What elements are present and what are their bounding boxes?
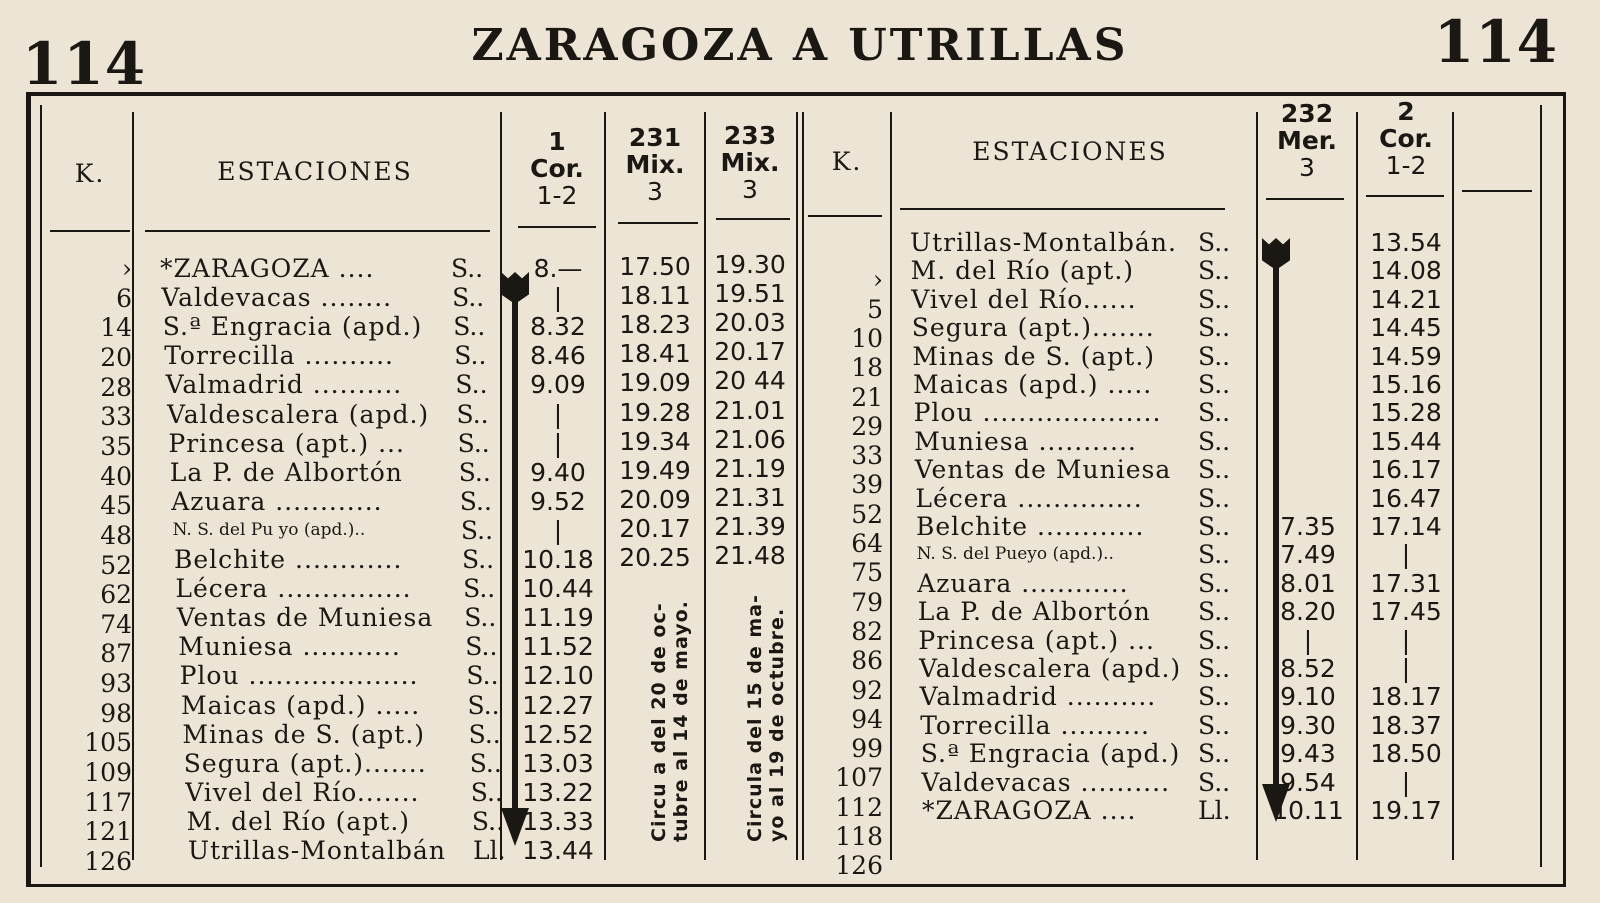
station-name: Vivel del Río....... [185, 777, 420, 807]
station-name: Ventas de Muniesa [914, 455, 1172, 485]
station-name: Lécera ............... [175, 574, 412, 604]
departure-time: 19.30 [714, 250, 786, 279]
km-value: 29 [851, 411, 883, 441]
stop-type: S.. [1198, 682, 1231, 712]
header-rule [900, 208, 1225, 210]
km-value: 5 [867, 294, 883, 324]
departure-time: 20 44 [714, 366, 786, 396]
stop-type: S.. [470, 777, 503, 807]
km-value: 121 [84, 817, 132, 847]
left-stations-header: ESTACIONES [217, 157, 413, 186]
departure-time: 11.19 [522, 603, 594, 633]
departure-time: 12.52 [522, 719, 594, 749]
km-value: 87 [100, 639, 132, 669]
header-rule [618, 222, 698, 224]
departure-time: 8.32 [530, 312, 586, 342]
departure-time: 19.17 [1370, 796, 1442, 825]
stop-type: S.. [1198, 767, 1231, 797]
stop-type: Ll. [1198, 796, 1231, 825]
stop-type: S.. [462, 545, 495, 574]
departure-time: 19.51 [714, 279, 786, 309]
departure-time: 9.10 [1280, 682, 1336, 712]
departure-time: 21.19 [714, 453, 786, 483]
station-name: Valdescalera (apd.) [167, 399, 430, 429]
train-2-header: 2 Cor. 1-2 [1379, 97, 1433, 180]
train-233-note: Circula del 15 de ma- yo al 19 de octubre. [744, 594, 788, 842]
departure-time: 14.45 [1370, 313, 1442, 343]
header-rule [1462, 190, 1532, 192]
departure-time: 21.01 [714, 395, 786, 425]
station-name: Azuara ............ [917, 568, 1129, 598]
stop-type: S.. [456, 399, 489, 429]
departure-time: 20.03 [714, 308, 786, 338]
km-value: 75 [851, 558, 883, 588]
train-1-header: 1 Cor. 1-2 [530, 127, 584, 210]
km-value: 45 [100, 491, 132, 521]
station-name: Lécera .............. [915, 483, 1143, 513]
station-name: Segura (apt.)....... [183, 748, 427, 778]
stop-type: S.. [1198, 654, 1231, 683]
station-name: Minas de S. (apt.) [912, 341, 1156, 371]
km-value: 52 [851, 499, 883, 529]
stop-type: S.. [468, 719, 501, 749]
departure-time: 9.54 [1280, 767, 1336, 797]
station-name: Segura (apt.)....... [911, 313, 1155, 343]
right-km-header: K. [831, 147, 863, 176]
departure-time: 17.45 [1370, 597, 1442, 627]
departure-time: 12.10 [522, 661, 594, 691]
station-name: Torrecilla .......... [164, 341, 394, 371]
train-233-header: 233 Mix. 3 [720, 121, 780, 204]
km-value: 48 [100, 520, 132, 550]
km-value: 82 [851, 616, 883, 646]
stop-type: S.. [457, 428, 490, 458]
right-stations-header: ESTACIONES [972, 137, 1168, 166]
stop-type: S.. [465, 632, 498, 662]
departure-time: 21.39 [714, 511, 786, 541]
departure-time: | [1401, 540, 1411, 570]
station-name: Princesa (apt.) ... [168, 428, 405, 458]
stop-type: S.. [454, 341, 487, 371]
departure-time: 15.16 [1370, 370, 1442, 399]
station-name: Valdevacas .......... [921, 767, 1171, 797]
stop-type: S.. [466, 661, 499, 691]
stop-type: S.. [463, 574, 496, 604]
station-name: N. S. del Pueyo (apd.).. [916, 544, 1114, 565]
departure-time: 8.— [533, 254, 583, 283]
station-name: Maicas (apd.) ..... [181, 690, 421, 720]
km-value: 98 [100, 698, 132, 728]
departure-time: 21.48 [714, 541, 786, 570]
stop-type: S.. [1198, 341, 1231, 371]
departure-time: 14.21 [1370, 284, 1442, 314]
stop-type: S.. [1198, 540, 1231, 570]
km-value: 14 [100, 313, 132, 343]
station-name: S.ª Engracia (apd.) [162, 312, 423, 342]
station-name: Muniesa ........... [914, 426, 1137, 456]
stop-type: S.. [1198, 426, 1231, 456]
departure-time: 13.44 [522, 836, 594, 865]
station-name: Belchite ............ [174, 545, 403, 574]
stop-type: S.. [464, 603, 497, 633]
departure-time: 19.34 [619, 426, 691, 456]
km-value: 99 [851, 734, 883, 764]
departure-time: 14.08 [1370, 256, 1442, 286]
table-row [0, 824, 1600, 881]
departure-time: | [1401, 654, 1411, 683]
station-name: Vivel del Río...... [911, 284, 1137, 314]
km-value: 52 [100, 550, 132, 580]
departure-time: 17.31 [1370, 568, 1442, 598]
km-value: 18 [851, 353, 883, 383]
station-name: N. S. del Pu yo (apd.).. [172, 519, 366, 540]
train-231-header: 231 Mix. 3 [625, 123, 685, 206]
departure-time: 13.54 [1370, 228, 1442, 257]
stop-type: Ll. [473, 836, 506, 865]
departure-time: 14.59 [1370, 341, 1442, 371]
departure-time: 8.52 [1280, 654, 1336, 683]
departure-time: 8.46 [530, 341, 586, 371]
departure-time: 18.11 [619, 281, 691, 311]
station-name: Azuara ............ [171, 486, 383, 516]
departure-time: | [553, 428, 563, 458]
departure-time: | [1401, 625, 1411, 655]
header-rule [716, 218, 790, 220]
stop-type: S.. [1198, 739, 1231, 769]
stop-type: S.. [458, 457, 491, 487]
km-value: 6 [116, 283, 132, 313]
stop-type: S.. [1198, 512, 1231, 541]
stop-type: S.. [1198, 284, 1231, 314]
km-value: 28 [100, 372, 132, 402]
km-value: › [873, 265, 883, 295]
departure-time: 13.22 [522, 777, 594, 807]
station-name: M. del Río (apt.) [186, 806, 411, 836]
station-name: Valmadrid .......... [165, 370, 403, 400]
km-value: 62 [100, 580, 132, 610]
departure-time: | [1401, 767, 1411, 797]
departure-time: 9.40 [530, 457, 586, 487]
station-name: Maicas (apd.) ..... [913, 370, 1153, 399]
departure-time: 21.31 [714, 482, 786, 512]
departure-time: 13.03 [522, 748, 594, 778]
header-rule [808, 215, 882, 217]
station-name: Torrecilla .......... [920, 710, 1150, 740]
departure-time: 16.17 [1370, 455, 1442, 485]
departure-time: 19.28 [619, 397, 691, 427]
header-rule [1266, 198, 1344, 200]
departure-time: 16.47 [1370, 483, 1442, 513]
departure-time: 17.50 [619, 252, 691, 281]
departure-time: 18.17 [1370, 682, 1442, 712]
departure-time: 9.30 [1280, 710, 1336, 740]
stop-type: S.. [459, 486, 492, 516]
station-name: Plou .................... [913, 398, 1162, 428]
departure-time: 9.43 [1280, 739, 1336, 769]
departure-time: 9.52 [530, 486, 586, 516]
stop-type: S.. [460, 515, 494, 545]
station-name: Valdevacas ........ [161, 283, 393, 313]
departure-time: 21.06 [714, 424, 786, 454]
departure-time: 15.28 [1370, 398, 1442, 428]
stop-type: S.. [1198, 256, 1231, 286]
departure-time: 20.25 [619, 543, 691, 572]
stop-type: S.. [452, 283, 485, 313]
stop-type: S.. [1198, 228, 1231, 257]
km-value: 94 [851, 704, 883, 734]
km-value: 107 [835, 763, 883, 793]
departure-time: 10.44 [522, 574, 594, 604]
station-name: S.ª Engracia (apd.) [920, 739, 1181, 769]
stop-type: S.. [1198, 455, 1231, 485]
km-value: › [122, 254, 132, 283]
station-name: Princesa (apt.) ... [918, 625, 1155, 655]
departure-time: 8.20 [1280, 597, 1336, 627]
stop-type: S.. [1198, 597, 1231, 627]
stop-type: S.. [1198, 710, 1231, 740]
km-value: 33 [100, 402, 132, 432]
departure-time: 11.52 [522, 632, 594, 662]
km-value: 126 [84, 847, 132, 876]
stop-type: S.. [451, 254, 484, 283]
departure-time: 18.50 [1370, 739, 1442, 769]
stop-type: S.. [469, 748, 502, 778]
departure-time: 19.09 [619, 368, 691, 398]
departure-time: | [553, 515, 563, 545]
km-value: 86 [851, 646, 883, 676]
departure-time: 10.18 [522, 545, 594, 574]
km-value: 105 [84, 728, 132, 758]
station-name: Ventas de Muniesa [176, 603, 434, 633]
stop-type: S.. [471, 806, 505, 836]
stop-type: S.. [1198, 370, 1231, 399]
stop-type: S.. [1198, 398, 1231, 428]
km-value: 112 [835, 792, 883, 822]
departure-time: 13.33 [522, 806, 594, 836]
station-name: *ZARAGOZA .... [160, 254, 375, 283]
km-value: 10 [851, 323, 883, 353]
km-value: 21 [851, 382, 883, 412]
stop-type: S.. [1198, 625, 1231, 655]
departure-time: | [553, 283, 563, 313]
station-name: Minas de S. (apt.) [182, 719, 426, 749]
departure-time: 20.17 [619, 513, 691, 543]
stop-type: S.. [453, 312, 486, 342]
stop-type: S.. [1198, 568, 1231, 598]
km-value: 20 [100, 342, 132, 372]
departure-time: 9.09 [530, 370, 586, 400]
km-value: 40 [100, 461, 132, 491]
header-rule [1366, 195, 1444, 197]
station-name: M. del Río (apt.) [910, 256, 1135, 286]
departure-time: 19.49 [619, 455, 691, 485]
left-km-header: K. [74, 159, 106, 188]
station-name: Plou ................... [179, 661, 419, 691]
departure-time: 20.09 [619, 484, 691, 514]
departure-time: 18.23 [619, 310, 691, 340]
departure-time: 17.14 [1370, 512, 1442, 541]
km-value: 93 [100, 669, 132, 699]
departure-time: 18.37 [1370, 710, 1442, 740]
km-value: 126 [835, 851, 883, 881]
station-name: La P. de Albortón [917, 597, 1151, 627]
page-number-left: 114 [22, 30, 147, 98]
table-row [0, 228, 1600, 257]
station-name: *ZARAGOZA .... [922, 796, 1137, 825]
km-value: 35 [100, 431, 132, 461]
stop-type: S.. [455, 370, 488, 400]
stop-type: S.. [1198, 313, 1231, 343]
station-name: Utrillas-Montalbán [188, 836, 446, 865]
departure-time: | [1303, 625, 1313, 655]
departure-time: 15.44 [1370, 426, 1442, 456]
departure-time: 8.01 [1280, 568, 1336, 598]
departure-time: 10.11 [1272, 796, 1344, 825]
stop-type: S.. [1198, 483, 1231, 513]
km-value: 64 [851, 529, 883, 558]
train-232-header: 232 Mer. 3 [1276, 99, 1338, 182]
station-name: Utrillas-Montalbán. [910, 228, 1177, 257]
train-231-note: Circu a del 20 de oc- tubre al 14 de mayo. [648, 600, 692, 842]
stop-type: S.. [467, 690, 500, 720]
station-name: Muniesa ........... [178, 632, 401, 662]
departure-time: 12.27 [522, 690, 594, 720]
page-title: ZARAGOZA A UTRILLAS [471, 20, 1129, 71]
departure-time: | [553, 399, 563, 429]
km-value: 74 [100, 609, 132, 639]
km-value: 117 [84, 787, 132, 817]
km-value: 92 [851, 675, 883, 705]
km-value: 33 [851, 441, 883, 471]
departure-time: 18.41 [619, 339, 691, 369]
station-name: Valdescalera (apd.) [919, 654, 1182, 683]
station-name: Belchite ............ [916, 512, 1145, 541]
km-value: 109 [84, 758, 132, 788]
km-value: 79 [851, 587, 883, 617]
departure-time: 20.17 [714, 337, 786, 367]
station-name: La P. de Albortón [169, 457, 403, 487]
departure-time: 7.49 [1280, 540, 1336, 570]
page-number-right: 114 [1433, 8, 1558, 76]
km-value: 118 [835, 822, 883, 851]
departure-time: 7.35 [1280, 512, 1336, 541]
km-value: 39 [851, 470, 883, 500]
station-name: Valmadrid .......... [919, 682, 1157, 712]
